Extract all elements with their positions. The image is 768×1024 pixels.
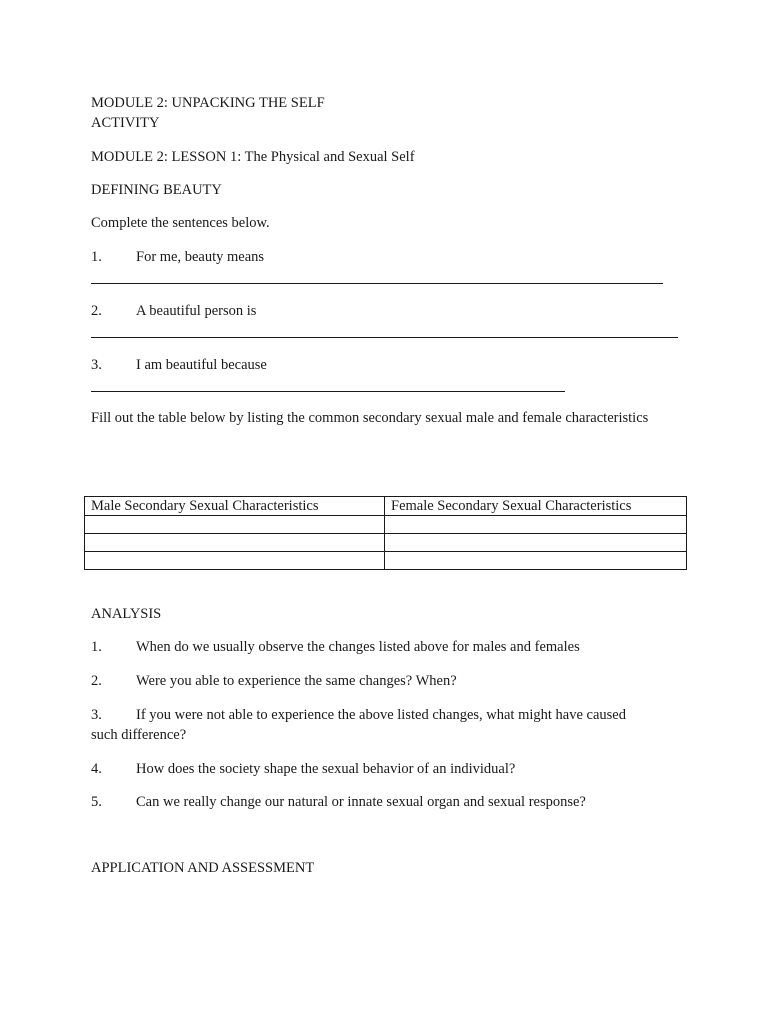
sentence-instruction: Complete the sentences below. — [91, 215, 270, 231]
item-text: Can we really change our natural or innate sexual organ and sexual response? — [136, 794, 586, 810]
item-number: 2. — [91, 673, 102, 689]
item-number: 3. — [91, 357, 102, 373]
item-text: I am beautiful because — [136, 357, 267, 373]
item-text: How does the society shape the sexual behavior of an individual? — [136, 761, 516, 777]
table-row — [85, 516, 687, 534]
table-row — [85, 534, 687, 552]
table-cell-male[interactable] — [85, 552, 385, 570]
item-number: 1. — [91, 639, 102, 655]
item-text: When do we usually observe the changes listed above for males and females — [136, 639, 580, 655]
table-cell-female[interactable] — [385, 516, 687, 534]
column-header-female: Female Secondary Sexual Characteristics — [385, 497, 687, 516]
sentence-item-2 — [91, 301, 256, 321]
activity-label: ACTIVITY — [91, 115, 160, 131]
item-text: For me, beauty means — [136, 249, 265, 265]
item-text: If you were not able to experience the above listed changes, what might have caused — [136, 707, 626, 723]
sentence-item-3 — [91, 355, 267, 375]
characteristics-table — [84, 496, 687, 570]
table-header-row — [85, 497, 687, 516]
column-header-male: Male Secondary Sexual Characteristics — [85, 497, 385, 516]
analysis-heading: ANALYSIS — [91, 606, 162, 622]
table-cell-female[interactable] — [385, 552, 687, 570]
item-text: Were you able to experience the same changes? When? — [136, 673, 457, 689]
item-text: A beautiful person is — [136, 303, 257, 319]
answer-line-3[interactable] — [91, 391, 565, 392]
analysis-item-3-continuation: such difference? — [91, 727, 187, 743]
lesson-title: MODULE 2: LESSON 1: The Physical and Sexual Self — [91, 149, 415, 165]
analysis-item-5 — [91, 792, 586, 812]
table-cell-female[interactable] — [385, 534, 687, 552]
answer-line-2[interactable] — [91, 337, 678, 338]
module-title: MODULE 2: UNPACKING THE SELF — [91, 95, 325, 111]
analysis-item-3 — [91, 705, 626, 725]
analysis-item-2 — [91, 671, 457, 691]
table-instruction: Fill out the table below by listing the common secondary sexual male and female characteristics — [91, 410, 649, 426]
table-cell-male[interactable] — [85, 516, 385, 534]
item-number: 2. — [91, 303, 102, 319]
item-number: 3. — [91, 707, 102, 723]
defining-beauty-heading: DEFINING BEAUTY — [91, 182, 222, 198]
application-heading: APPLICATION AND ASSESSMENT — [91, 860, 315, 876]
item-number: 5. — [91, 794, 102, 810]
table-row — [85, 552, 687, 570]
item-number: 1. — [91, 249, 102, 265]
sentence-item-1 — [91, 247, 264, 267]
analysis-item-1 — [91, 637, 580, 657]
table-cell-male[interactable] — [85, 534, 385, 552]
item-number: 4. — [91, 761, 102, 777]
answer-line-1[interactable] — [91, 283, 663, 284]
analysis-item-4 — [91, 759, 515, 779]
